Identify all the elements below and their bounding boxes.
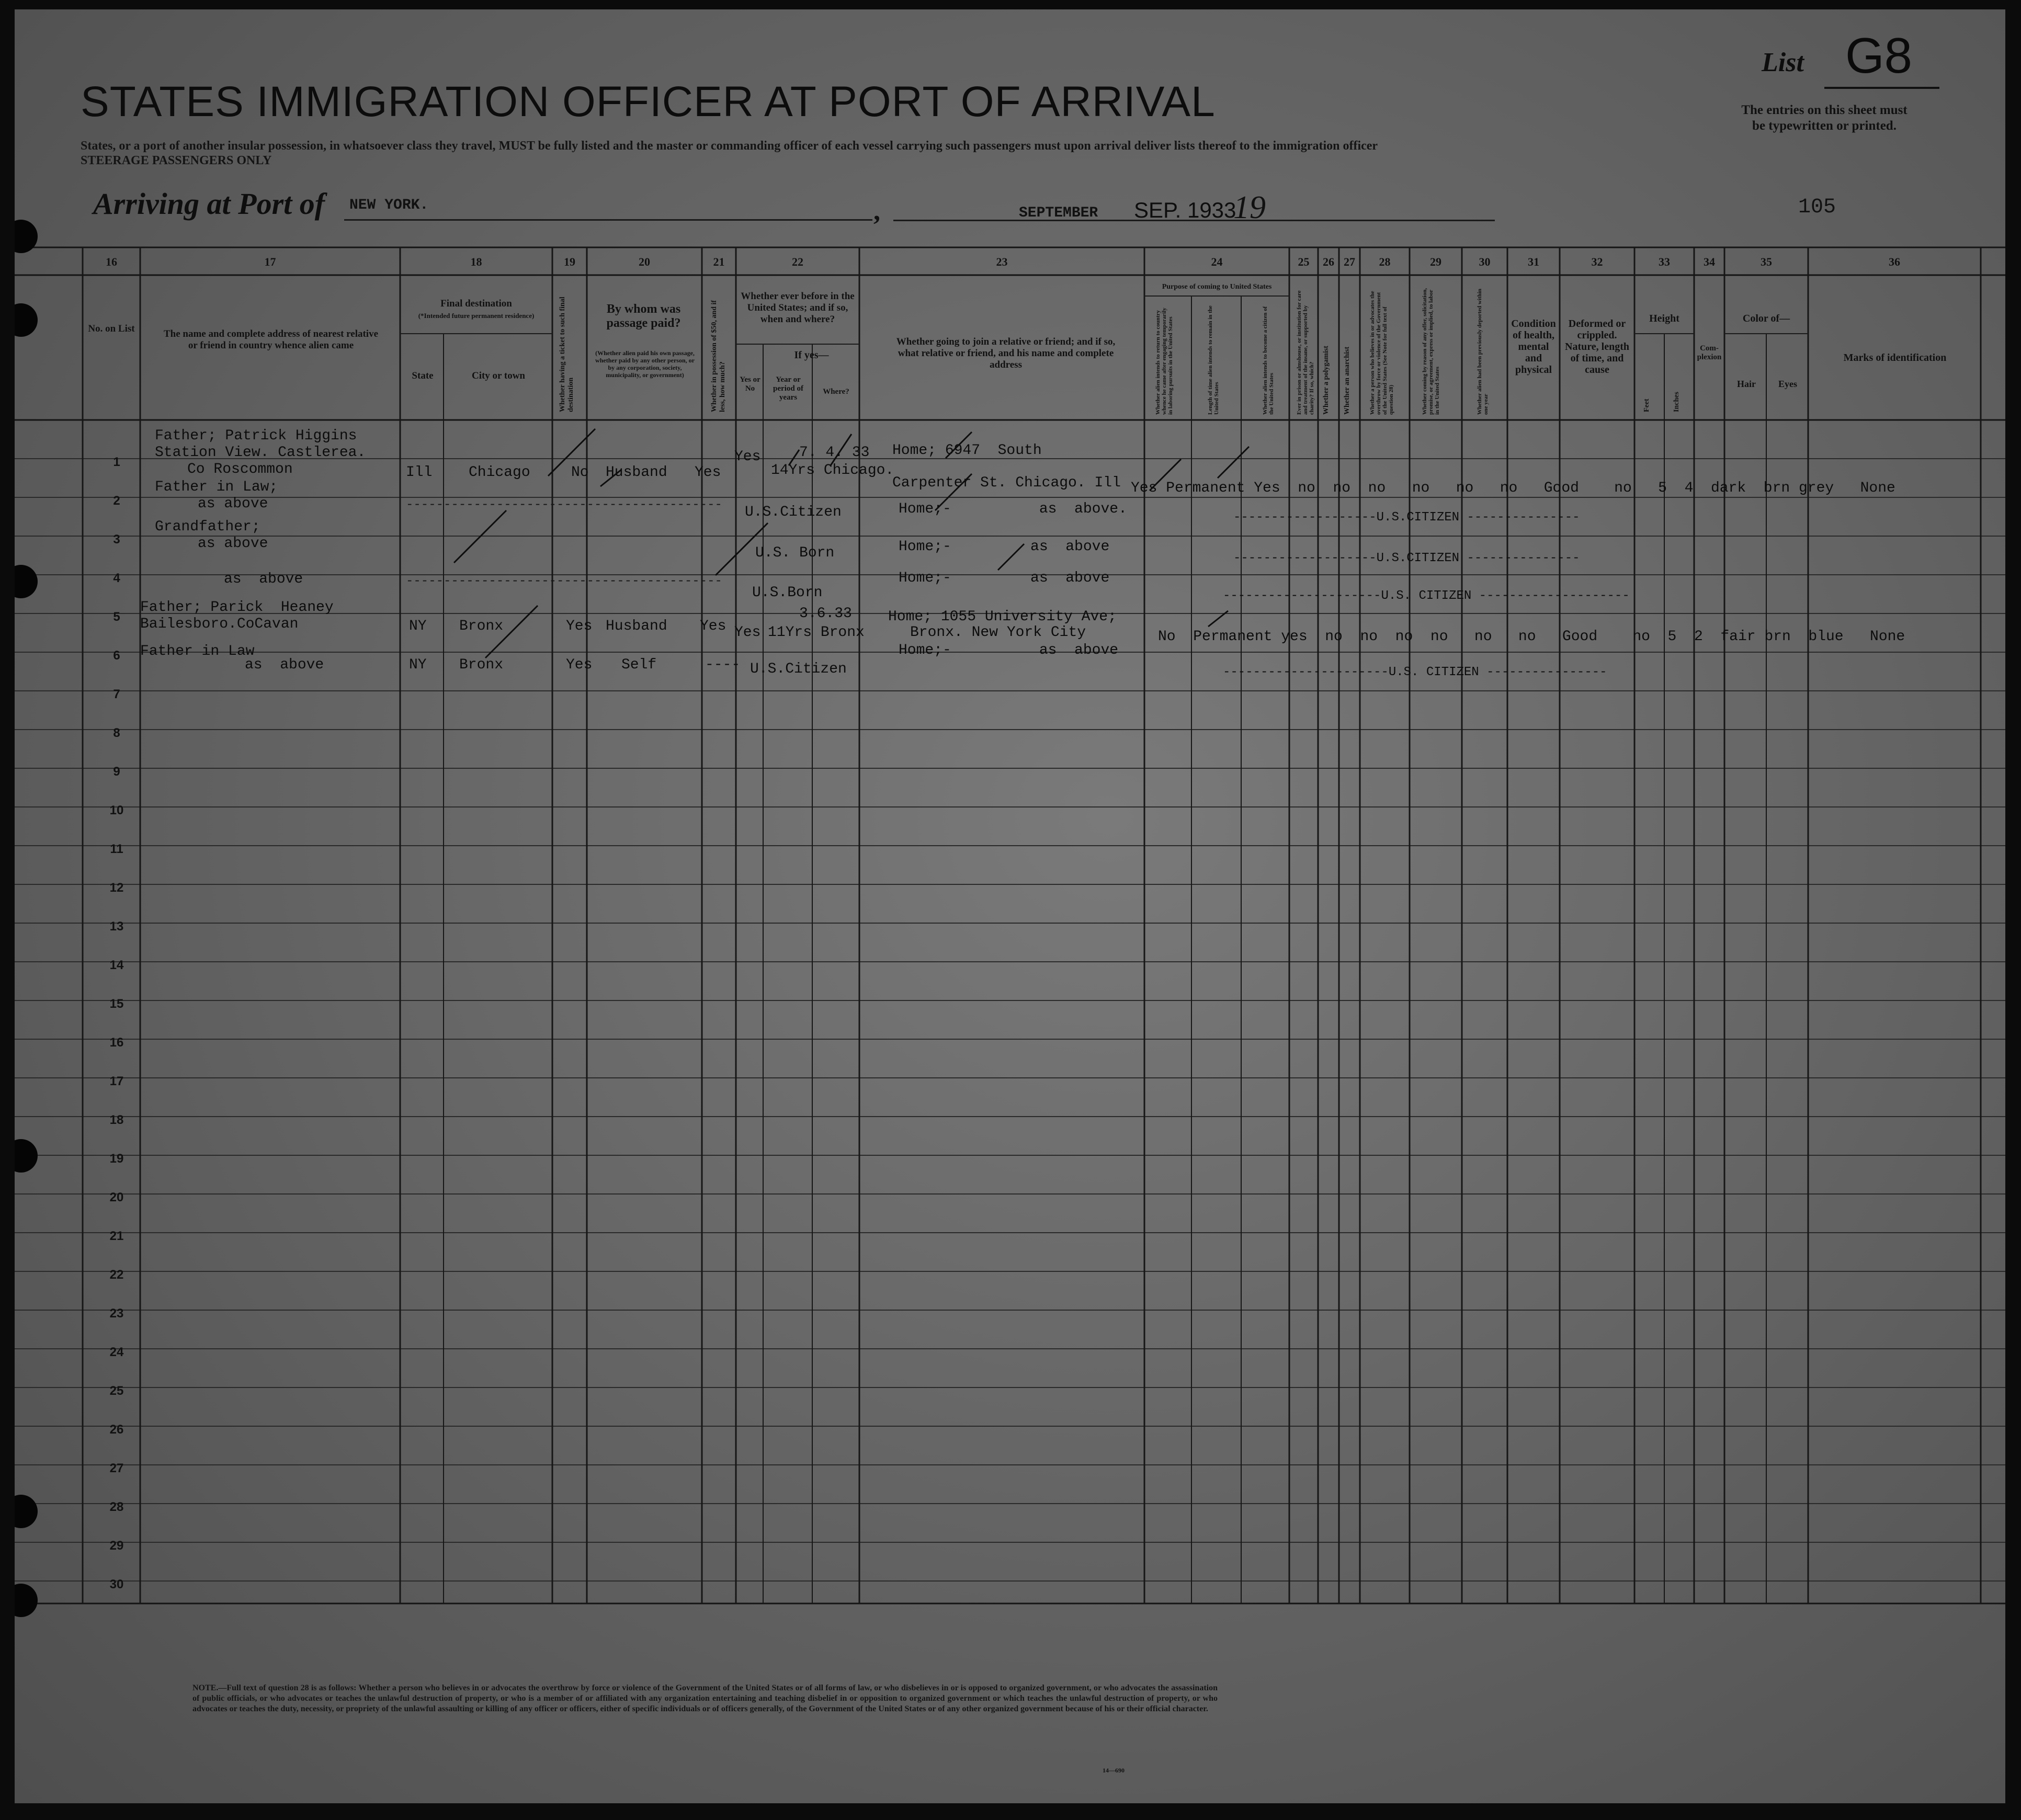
header-year-period: Year or period of years <box>773 376 803 402</box>
row-number: 15 <box>109 997 124 1011</box>
r5-remaining-columns: No Permanent yes no no no no no no Good no 5 2 fair brn blue None <box>1158 629 1905 645</box>
r5-passage-paid: Husband <box>606 618 667 634</box>
row-number: 8 <box>113 726 120 740</box>
column-number: 33 <box>1659 255 1670 268</box>
header-purpose: Purpose of coming to United States <box>1162 283 1272 291</box>
header-city: City or town <box>471 370 526 381</box>
column-number: 22 <box>792 255 803 268</box>
r1-remaining-columns: Yes Permanent Yes no no no no no no Good no 5 4 dark brn grey None <box>1131 480 1895 496</box>
r6-city: Bronx <box>459 657 504 673</box>
r5-where: 11Yrs Bronx <box>768 624 865 641</box>
header-deformed: Deformed or crippled. Nature, length of time, and cause <box>1565 318 1629 376</box>
column-number: 34 <box>1704 255 1715 268</box>
r1-relative-line2: Station View. Castlerea. <box>155 445 366 461</box>
row-number: 27 <box>109 1461 124 1475</box>
r1-relative-line3: Co Roscommon <box>187 461 293 477</box>
r2-relative-line1: Father in Law; <box>155 479 278 495</box>
row-number: 10 <box>109 803 124 817</box>
column-number: 23 <box>996 255 1008 268</box>
header-money: Whether in possession of $50, and if less, how much? <box>710 300 726 412</box>
page-number: 105 <box>1798 196 1836 219</box>
r1-where: 14Yrs Chicago. <box>771 462 894 479</box>
r3-relative-line2: as above <box>198 536 268 552</box>
r4-relative: as above <box>224 571 303 587</box>
row-number: 6 <box>113 649 120 663</box>
r2-relative-line2: as above <box>198 496 268 512</box>
row-number: 12 <box>109 881 124 895</box>
r5-city: Bronx <box>459 618 504 634</box>
r1-ever-before: Yes <box>734 449 761 465</box>
r5-state: NY <box>409 618 427 634</box>
row-number: 9 <box>113 765 120 779</box>
r3-relative-line1: Grandfather; <box>155 519 260 535</box>
column-number: 35 <box>1761 255 1772 268</box>
r6-ever-before: U.S.Citizen <box>750 661 847 677</box>
r4-ever-before: U.S.Born <box>752 585 823 601</box>
header-ticket: Whether having a ticket to such final destination <box>559 297 575 412</box>
header-inches: Inches <box>1673 392 1681 412</box>
column-number: 29 <box>1430 255 1441 268</box>
r1-relative-line1: Father; Patrick Higgins <box>155 428 357 444</box>
header-passage-paid: By whom was passage paid? <box>606 302 681 330</box>
r1-passage-paid: Husband <box>606 464 667 481</box>
row-number: 4 <box>113 571 120 585</box>
r1-state: Ill <box>406 464 433 481</box>
r1-city: Chicago <box>469 464 530 481</box>
list-number: G8 <box>1824 27 1939 89</box>
column-number: 32 <box>1591 255 1603 268</box>
r3-ever-before: U.S. Born <box>755 545 835 561</box>
r4-dash-fill: ------------------------------------------ <box>406 574 722 588</box>
arrival-port: NEW YORK. <box>344 198 872 221</box>
column-number: 28 <box>1379 255 1391 268</box>
header-marks: Marks of identification <box>1843 352 1947 363</box>
r1-period: 7. 4. 33 <box>799 445 870 461</box>
arriving-label: Arriving at Port of <box>93 187 325 221</box>
r2-remaining-columns: -------------------U.S.CITIZEN --------------- <box>1233 510 1580 525</box>
listing-note: States, or a port of another insular possession, in whatsoever class they travel, MUST be fully listed and the master or commanding officer of each vessel carrying such passengers must upon arrival deliver lists thereof to the immigration officer <box>81 139 1378 153</box>
column-number: 31 <box>1528 255 1539 268</box>
r2-joining: Home;- as above. <box>899 501 1127 517</box>
port-comma: , <box>873 196 880 226</box>
row-number: 19 <box>109 1152 124 1166</box>
r5-period: 3.6.33 <box>799 606 852 622</box>
r6-ticket: Yes <box>566 657 593 673</box>
r4-remaining-columns: ---------------------U.S. CITIZEN -------------------- <box>1223 589 1630 603</box>
column-number: 17 <box>264 255 276 268</box>
header-hair: Hair <box>1737 379 1756 389</box>
arrival-month: SEPTEMBER <box>1019 205 1098 221</box>
r6-state: NY <box>409 657 427 673</box>
row-number: 22 <box>109 1268 124 1282</box>
column-number: 25 <box>1298 255 1310 268</box>
header-if-yes: If yes— <box>794 349 829 361</box>
column-number: 18 <box>470 255 482 268</box>
header-joining: Whether going to join a relative or friend; and if so, what relative or friend, and his name and complete address <box>896 336 1116 370</box>
row-number: 28 <box>109 1500 124 1514</box>
column-number: 24 <box>1211 255 1223 268</box>
header-no-on-list: No. on List <box>88 323 135 334</box>
r5-money: Yes <box>700 618 726 634</box>
r5-ticket: Yes <box>566 618 593 634</box>
row-number: 23 <box>109 1306 124 1321</box>
header-q29: Whether coming by reason of any offer, solicitation, promise, or agreement, express or implied, to labor in the United States <box>1422 288 1440 415</box>
row-number: 17 <box>109 1074 124 1088</box>
r2-dash-fill: ------------------------------------------ <box>406 498 722 512</box>
r6-remaining-columns: ----------------------U.S. CITIZEN ---------------- <box>1223 665 1607 679</box>
header-final-destination: Final destination <box>440 298 512 309</box>
header-purpose-length: Length of time alien intends to remain in the United States <box>1207 305 1220 415</box>
row-number: 2 <box>113 494 120 508</box>
row-number: 3 <box>113 532 120 547</box>
column-number: 20 <box>639 255 650 268</box>
steerage-note: STEERAGE PASSENGERS ONLY <box>81 154 272 167</box>
r1-joining-line2: Carpenter St. Chicago. Ill <box>892 475 1121 491</box>
question-28-footnote: NOTE.—Full text of question 28 is as follows: Whether a person who believes in or advocates the overthrow by force or violence of the Government of the United States or of all forms of law, or who disbelieves in or is opposed to organized government, or who advocates the assassination of public officials, or who advocates or teaches the unlawful destruction of property, or who is a member of or affiliated with any organization entertaining and teaching disbelief in or opposition to organized government or which teaches the unlawful destruction of property, or who advocates or teaches the duty, necessity, or propriety of the unlawful assaulting or killing of any officer or officers, either of specific individuals or of officers generally, of the Government of the United States or of any other organized government because of his or their official character. <box>192 1684 1218 1713</box>
header-purpose-citizen: Whether alien intends to become a citizen of the United States <box>1262 306 1275 415</box>
year-prefix: 19 <box>1233 190 1266 225</box>
row-number: 11 <box>110 842 123 856</box>
r6-relative-line1: Father in Law <box>140 643 255 659</box>
r2-ever-before: U.S.Citizen <box>745 504 842 520</box>
row-number: 7 <box>113 687 120 701</box>
header-purpose-return: Whether alien intends to return to country whence he came after engaging temporarily in laboring pursuits in the United States <box>1155 308 1174 415</box>
header-anarchist: Whether an anarchist <box>1343 346 1351 415</box>
r5-relative-line1: Father; Parick Heaney <box>140 599 334 616</box>
row-number: 26 <box>109 1423 124 1437</box>
r6-joining: Home;- as above <box>899 642 1119 658</box>
row-number: 30 <box>109 1577 124 1591</box>
r6-passage-paid: Self <box>621 657 657 673</box>
header-height: Height <box>1649 313 1679 324</box>
r1-joining-line1: Home; 6947 South <box>892 442 1042 459</box>
check-mark-strokes <box>454 429 1249 658</box>
header-relative-address: The name and complete address of nearest relative or friend in country whence alien came <box>163 328 379 351</box>
header-where: Where? <box>823 388 849 396</box>
header-passage-paid-note: (Whether alien paid his own passage, whether paid by any other person, or by any corporation, society, municipality, or government) <box>595 349 695 379</box>
row-number: 18 <box>109 1113 124 1127</box>
row-number: 29 <box>109 1539 124 1553</box>
column-number: 36 <box>1889 255 1900 268</box>
header-q30: Whether alien had been previously deported within one year <box>1477 288 1489 415</box>
column-number: 26 <box>1323 255 1334 268</box>
r1-ticket: No <box>571 464 589 481</box>
header-ever-before: Whether ever before in the United States; and if so, when and where? <box>741 291 855 325</box>
row-number: 20 <box>109 1190 124 1204</box>
r5-joining-line1: Home; 1055 University Ave; <box>888 609 1117 625</box>
form-number: 14—690 <box>1103 1767 1125 1774</box>
header-complexion: Com-plexion <box>1697 344 1722 361</box>
row-number: 14 <box>109 958 124 972</box>
row-number: 5 <box>113 610 120 624</box>
header-yes-no: Yes or No <box>740 376 760 393</box>
column-number: 21 <box>713 255 725 268</box>
r1-money: Yes <box>695 464 721 481</box>
header-eyes: Eyes <box>1778 379 1797 389</box>
r5-ever-before: Yes <box>734 624 761 641</box>
header-state: State <box>412 370 434 381</box>
header-polygamist: Whether a polygamist <box>1322 346 1330 415</box>
check-marks <box>15 9 2005 1803</box>
row-number: 16 <box>109 1036 124 1050</box>
r5-joining-line2: Bronx. New York City <box>910 624 1086 641</box>
row-number: 24 <box>109 1345 124 1359</box>
column-number: 19 <box>564 255 575 268</box>
row-number: 21 <box>109 1229 124 1243</box>
list-label: List <box>1762 48 1804 77</box>
r4-joining: Home;- as above <box>899 570 1110 586</box>
header-q28: Whether a person who believes in or advocates the overthrow by force or violence of the Government of the United States (See Note for full text of question 28) <box>1369 291 1394 415</box>
manifest-sheet <box>15 9 2005 1803</box>
r3-remaining-columns: -------------------U.S.CITIZEN --------------- <box>1233 551 1580 565</box>
date-stamp: SEP. 1933 <box>1134 198 1236 222</box>
header-color-of: Color of— <box>1742 313 1790 324</box>
header-final-destination-note: (*Intended future permanent residence) <box>418 312 535 320</box>
r6-relative-line2: as above <box>245 657 324 673</box>
column-number: 30 <box>1479 255 1491 268</box>
column-number: 16 <box>106 255 117 268</box>
header-health: Condition of health, mental and physical <box>1511 318 1556 376</box>
r6-money: ---- <box>705 657 741 673</box>
page-title: STATES IMMIGRATION OFFICER AT PORT OF ARRIVAL <box>81 78 1216 126</box>
header-prison: Ever in prison or almshouse, or institution for care and treatment of the insane, or supported by charity? If so, which? <box>1296 290 1315 415</box>
row-number: 25 <box>109 1384 124 1398</box>
row-number: 13 <box>109 919 124 934</box>
r5-relative-line2: Bailesboro.CoCavan <box>140 616 299 632</box>
column-number: 27 <box>1344 255 1355 268</box>
typewritten-instructions: The entries on this sheet must be typewritten or printed. <box>1741 103 1908 133</box>
row-number: 1 <box>113 455 120 469</box>
r3-joining: Home;- as above <box>899 539 1110 555</box>
header-feet: Feet <box>1643 399 1651 412</box>
